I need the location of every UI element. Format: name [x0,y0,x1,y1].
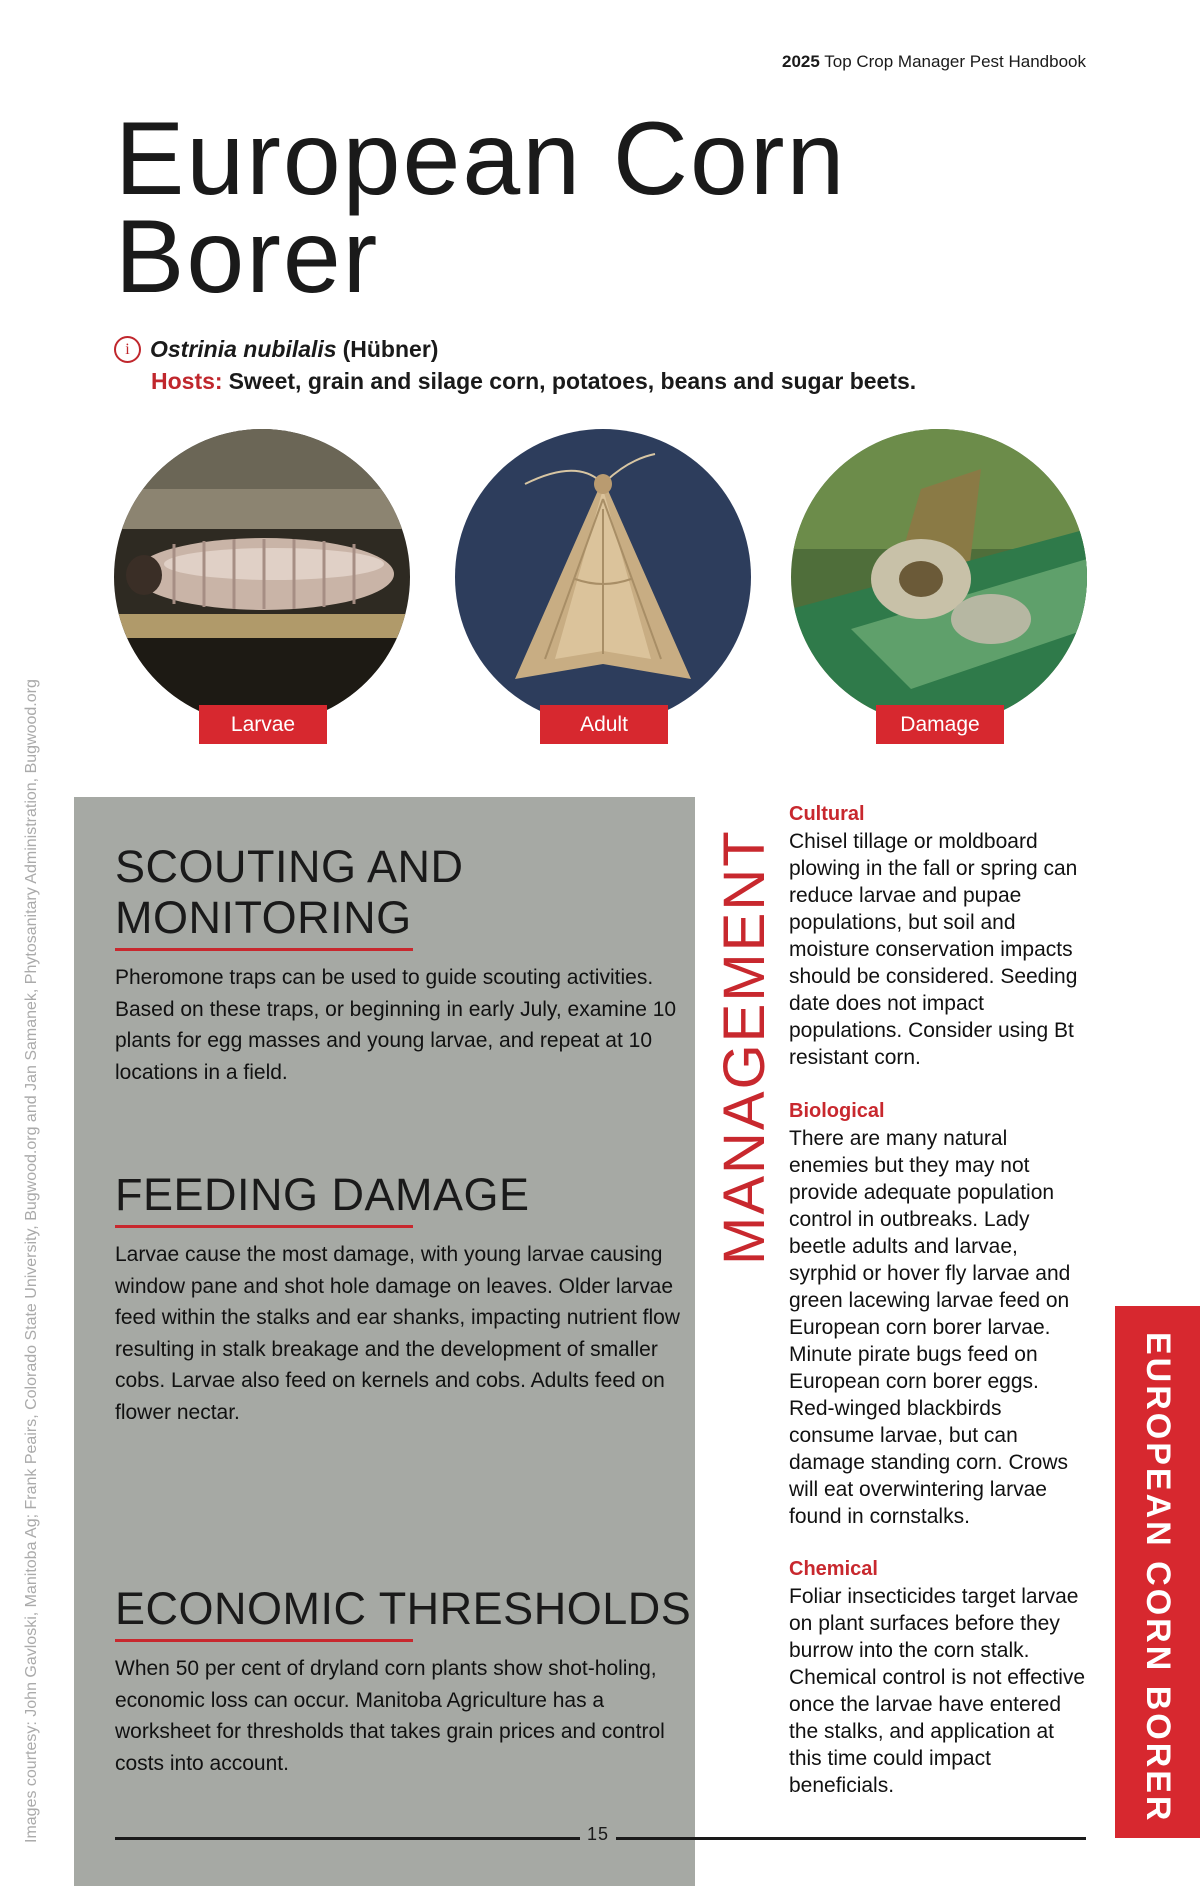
page-number: 15 [586,1824,610,1844]
management-cultural [789,801,1089,1071]
thresholds-section [115,1583,691,1779]
publication-title: Top Crop Manager Pest Handbook [824,52,1086,71]
thresholds-body: When 50 per cent of dryland corn plants show shot-holing, economic loss can occur. Manitoba Agriculture has a worksheet for thresholds that takes grain prices and control costs into account. [115,1657,665,1775]
species-line [114,336,438,363]
thresholds-rule [115,1639,413,1642]
larvae-photo [114,429,410,725]
page-title [115,101,847,315]
section-tab-label: EUROPEAN CORN BORER [1139,1332,1177,1824]
scouting-heading-line1: SCOUTING AND [115,841,464,892]
biological-title: Biological [789,1100,885,1122]
photo-label-larvae: Larvae [199,705,327,744]
feeding-body: Larvae cause the most damage, with young larvae causing window pane and shot hole damage on leaves. Older larvae feed within the stalks and ear shanks, impacting nutrient flow resulting in stalk breakage and the development of smaller cobs. Larvae also feed on kernels and cobs. Adults feed on flower nectar. [115,1243,680,1424]
publication-year: 2025 [781,52,820,71]
publication-header [782,52,1086,72]
hosts-label: Hosts: [151,368,223,394]
scouting-heading [115,841,685,943]
feeding-heading: FEEDING DAMAGE [115,1169,530,1220]
chemical-text: Foliar insecticides target larvae on plant surfaces before they burrow into the corn stalk. Chemical control is not effective once the larvae have entered the stalks, and application at this time could impact beneficials. [789,1585,1086,1797]
damage-photo [791,429,1087,725]
feeding-section [115,1169,685,1428]
hosts-line [151,368,916,395]
scientific-name: Ostrinia nubilalis [150,336,337,362]
feeding-rule [115,1225,413,1228]
scouting-rule [115,948,413,951]
photo-label-adult: Adult [540,705,668,744]
management-chemical [789,1556,1089,1799]
chemical-title: Chemical [789,1558,878,1580]
scouting-body: Pheromone traps can be used to guide scouting activities. Based on these traps, or beginning in early July, examine 10 plants for egg masses and young larvae, and repeat at 10 locations in a field. [115,966,677,1084]
management-biological [789,1098,1089,1530]
cultural-text: Chisel tillage or moldboard plowing in the fall or spring can reduce larvae and pupae populations, but soil and moisture conservation impacts should be considered. Seeding date does not impact populations. Consider using Bt resistant corn. [789,830,1078,1069]
footer-rule-left [115,1837,580,1840]
image-credit: Images courtesy: John Gavloski, Manitoba Ag; Frank Peairs, Colorado State University, Bugwood.org and Jan Samanek, Phytosanitary Administration, Bugwood.org [23,679,40,1843]
thresholds-heading: ECONOMIC THRESHOLDS [115,1583,692,1634]
scouting-section [115,841,685,1088]
info-icon: i [114,336,141,363]
footer-rule-right [616,1837,1086,1840]
page-title-line1: European Corn [115,101,847,217]
page-title-line2: Borer [115,199,380,315]
biological-text: There are many natural enemies but they may not provide adequate population control in outbreaks. Lady beetle adults and larvae, syrphid or hover fly larvae and green lacewing larvae feed on European corn borer larvae. Minute pirate bugs feed on European corn borer eggs. Red-winged blackbirds consume larvae, but can damage standing corn. Crows will eat overwintering larvae found in cornstalks. [789,1127,1071,1528]
scouting-heading-line2: MONITORING [115,892,412,943]
species-author: (Hübner) [342,336,439,362]
photo-label-damage: Damage [876,705,1004,744]
adult-photo [455,429,751,725]
cultural-title: Cultural [789,803,865,825]
hosts-text: Sweet, grain and silage corn, potatoes, beans and sugar beets. [228,368,917,394]
management-heading: MANAGEMENT [712,829,777,1265]
